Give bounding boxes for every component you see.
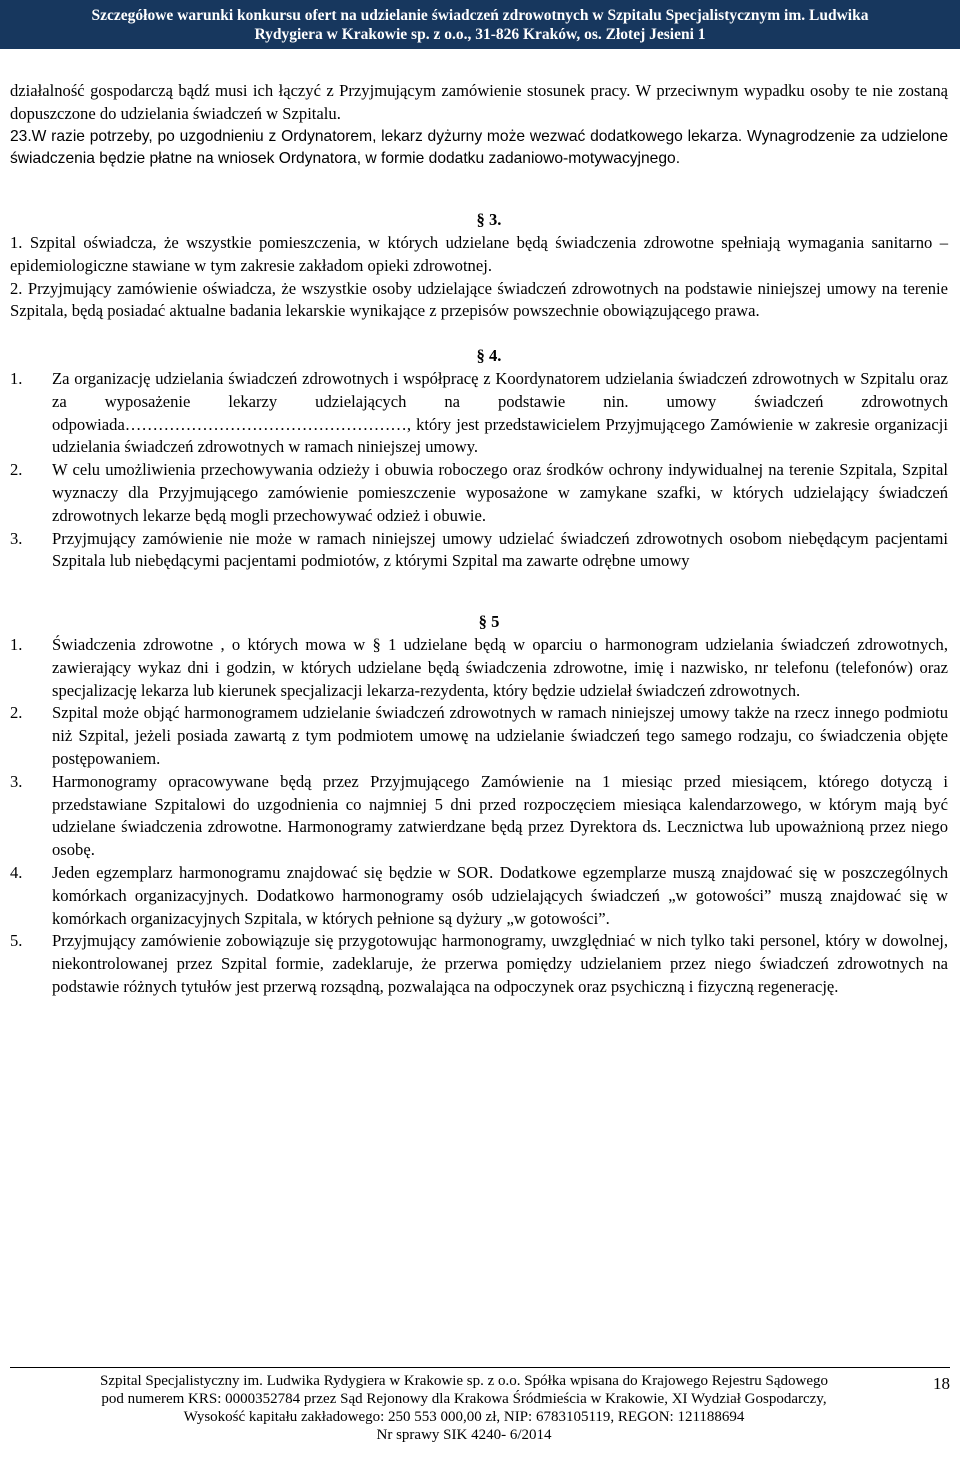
section-3-title: § 3. <box>476 210 502 230</box>
item-text: Jeden egzemplarz harmonogramu znajdować się będzie w SOR. Dodatkowe egzemplarze muszą znajdować się w poszczególnych komórkach organizacyjnych. Dodatkowo harmonogramy osób udzielających świadczeń „w gotowości” muszą znajdować się w komórkach organizacyjnych Szpitala, w których pełnione są dyżury „w gotowości”. <box>52 862 948 928</box>
section-3-item-2: 2. Przyjmujący zamówienie oświadcza, że wszystkie osoby udzielające świadczeń zdrowotnych na podstawie niniejszej umowy na terenie Szpitala, będą posiadać aktualne badania lekarskie wynikające z przepisów powszechnie obowiązującego prawa. <box>10 278 948 321</box>
item-number: 4. <box>10 862 23 882</box>
item-number: 1. <box>10 634 23 654</box>
section-5-item-4 <box>10 862 948 930</box>
footer-text <box>14 1372 914 1444</box>
item-text: Szpital może objąć harmonogramem udzielanie świadczeń zdrowotnych w ramach niniejszej umowy także na rzecz innego podmiotu niż Szpital, jeżeli posiada zawartą z tym podmiotem umowę na udzielanie świadczeń tego samego rodzaju, co świadczenia objęte postępowaniem. <box>52 703 948 768</box>
header-line-2: Rydygiera w Krakowie sp. z o.o., 31-826 Kraków, os. Złotej Jesieni 1 <box>254 26 706 43</box>
document-body <box>10 80 948 999</box>
page-number: 18 <box>933 1374 950 1393</box>
item-number: 1. <box>10 368 23 388</box>
document-header <box>0 0 960 49</box>
section-4-title: § 4. <box>476 346 502 366</box>
footer-line-1: Szpital Specjalistyczny im. Ludwika Rydygiera w Krakowie sp. z o.o. Spółka wpisana do Krajowego Rejestru Sądowego <box>100 1373 828 1389</box>
footer-divider <box>10 1367 950 1368</box>
item-number: 5. <box>10 931 23 951</box>
section-5-item-2 <box>10 702 948 770</box>
section-3-item-1: 1. Szpital oświadcza, że wszystkie pomieszczenia, w których udzielane będą świadczenia zdrowotne spełniają wymagania sanitarno – epidemiologiczne stawiane w tym zakresie zakładom opieki zdrowotnej. <box>10 232 948 275</box>
item-number: 3. <box>10 528 23 548</box>
section-5-item-5 <box>10 930 948 998</box>
item-text: Harmonogramy opracowywane będą przez Przyjmującego Zamówienie na 1 miesiąc przed miesiącem, którego dotyczą i przedstawiane Szpitalowi do uzgodnienia co najmniej 5 dni przed rozpoczęciem miesiąca kalendarzowego, w którym mają być udzielane świadczenia zdrowotne. Harmonogramy zatwierdzane będą przez Dyrektora ds. Lecznictwa lub upoważnioną przez niego osobę. <box>52 771 948 860</box>
section-5-item-1 <box>10 634 948 702</box>
item-text: Za organizację udzielania świadczeń zdrowotnych i współpracę z Koordynatorem udzielania świadczeń zdrowotnych w Szpitalu oraz za wyposażenie lekarzy udzielających na podstawie nin. umowy świadczeń zdrowotnych odpowiada……………………………………………, który jest przedstawicielem Przyjmującego Zamówienie w zakresie organizacji udzielania świadczeń zdrowotnych w ramach niniejszej umowy. <box>52 368 948 457</box>
header-line-1: Szczegółowe warunki konkursu ofert na udzielanie świadczeń zdrowotnych w Szpitalu Specjalistycznym im. Ludwika <box>91 7 869 24</box>
section-4-item-2 <box>10 459 948 527</box>
item-number: 2. <box>10 460 23 480</box>
section-5-item-3 <box>10 771 948 862</box>
section-4-item-1 <box>10 368 948 459</box>
item-text: W celu umożliwienia przechowywania odzieży i obuwia roboczego oraz środków ochrony indywidualnej na terenie Szpitala, Szpital wyznaczy dla Przyjmującego zamówienie pomieszczenie wyposażone w zamykane szafki, w których udzielający świadczeń zdrowotnych lekarze będą mogli przechowywać odzież i obuwie. <box>52 460 948 525</box>
intro-paragraph-1: działalność gospodarczą bądź musi ich łączyć z Przyjmującym zamówienie stosunek pracy. W przeciwnym wypadku osoby te nie zostaną dopuszczone do udzielania świadczeń w Szpitalu. <box>10 81 948 123</box>
item-number: 2. <box>10 703 23 723</box>
footer-line-2: pod numerem KRS: 0000352784 przez Sąd Rejonowy dla Krakowa Śródmieścia w Krakowie, XI Wydział Gospodarczy, <box>101 1391 827 1407</box>
item-number: 3. <box>10 771 23 791</box>
item-text: Przyjmujący zamówienie nie może w ramach niniejszej umowy udzielać świadczeń zdrowotnych osobom niebędącym pacjentami Szpitala lub niebędącymi pacjentami podmiotów, z którymi Szpital ma zawarte odrębne umowy <box>52 528 948 571</box>
section-5-title: § 5 <box>478 612 500 632</box>
intro-paragraph-2: 23.W razie potrzeby, po uzgodnieniu z Ordynatorem, lekarz dyżurny może wezwać dodatkowego lekarza. Wynagrodzenie za udzielone świadczenia będzie płatne na wniosek Ordynatora, w formie dodatku zadaniowo-motywacyjnego. <box>10 127 948 168</box>
footer-line-4: Nr sprawy SIK 4240- 6/2014 <box>376 1427 552 1443</box>
item-text: Świadczenia zdrowotne , o których mowa w § 1 udzielane będą w oparciu o harmonogram udzielania świadczeń zdrowotnych, zawierający wykaz dni i godzin, w których udzielane będą świadczenia zdrowotne, imię i nazwisko, nr telefonu (telefonów) oraz specjalizację lekarza lub kierunek specjalizacji lekarza-rezydenta, który będzie udzielał świadczeń zdrowotnych. <box>52 634 948 700</box>
section-4-item-3 <box>10 528 948 574</box>
footer-line-3: Wysokość kapitału zakładowego: 250 553 000,00 zł, NIP: 6783105119, REGON: 121188694 <box>183 1409 745 1425</box>
document-footer <box>0 1372 960 1461</box>
item-text: Przyjmujący zamówienie zobowiązuje się przygotowując harmonogramy, uwzględniać w nich tylko taki personel, który w dowolnej, niekontrolowanej przez Szpital formie, zadeklaruje, że przerwa pomiędzy udzielaniem przez niego świadczeń zdrowotnych na podstawie różnych tytułów jest przerwą rozsądną, pozwalająca na odpoczynek oraz psychiczną i fizyczną regenerację. <box>52 931 948 996</box>
